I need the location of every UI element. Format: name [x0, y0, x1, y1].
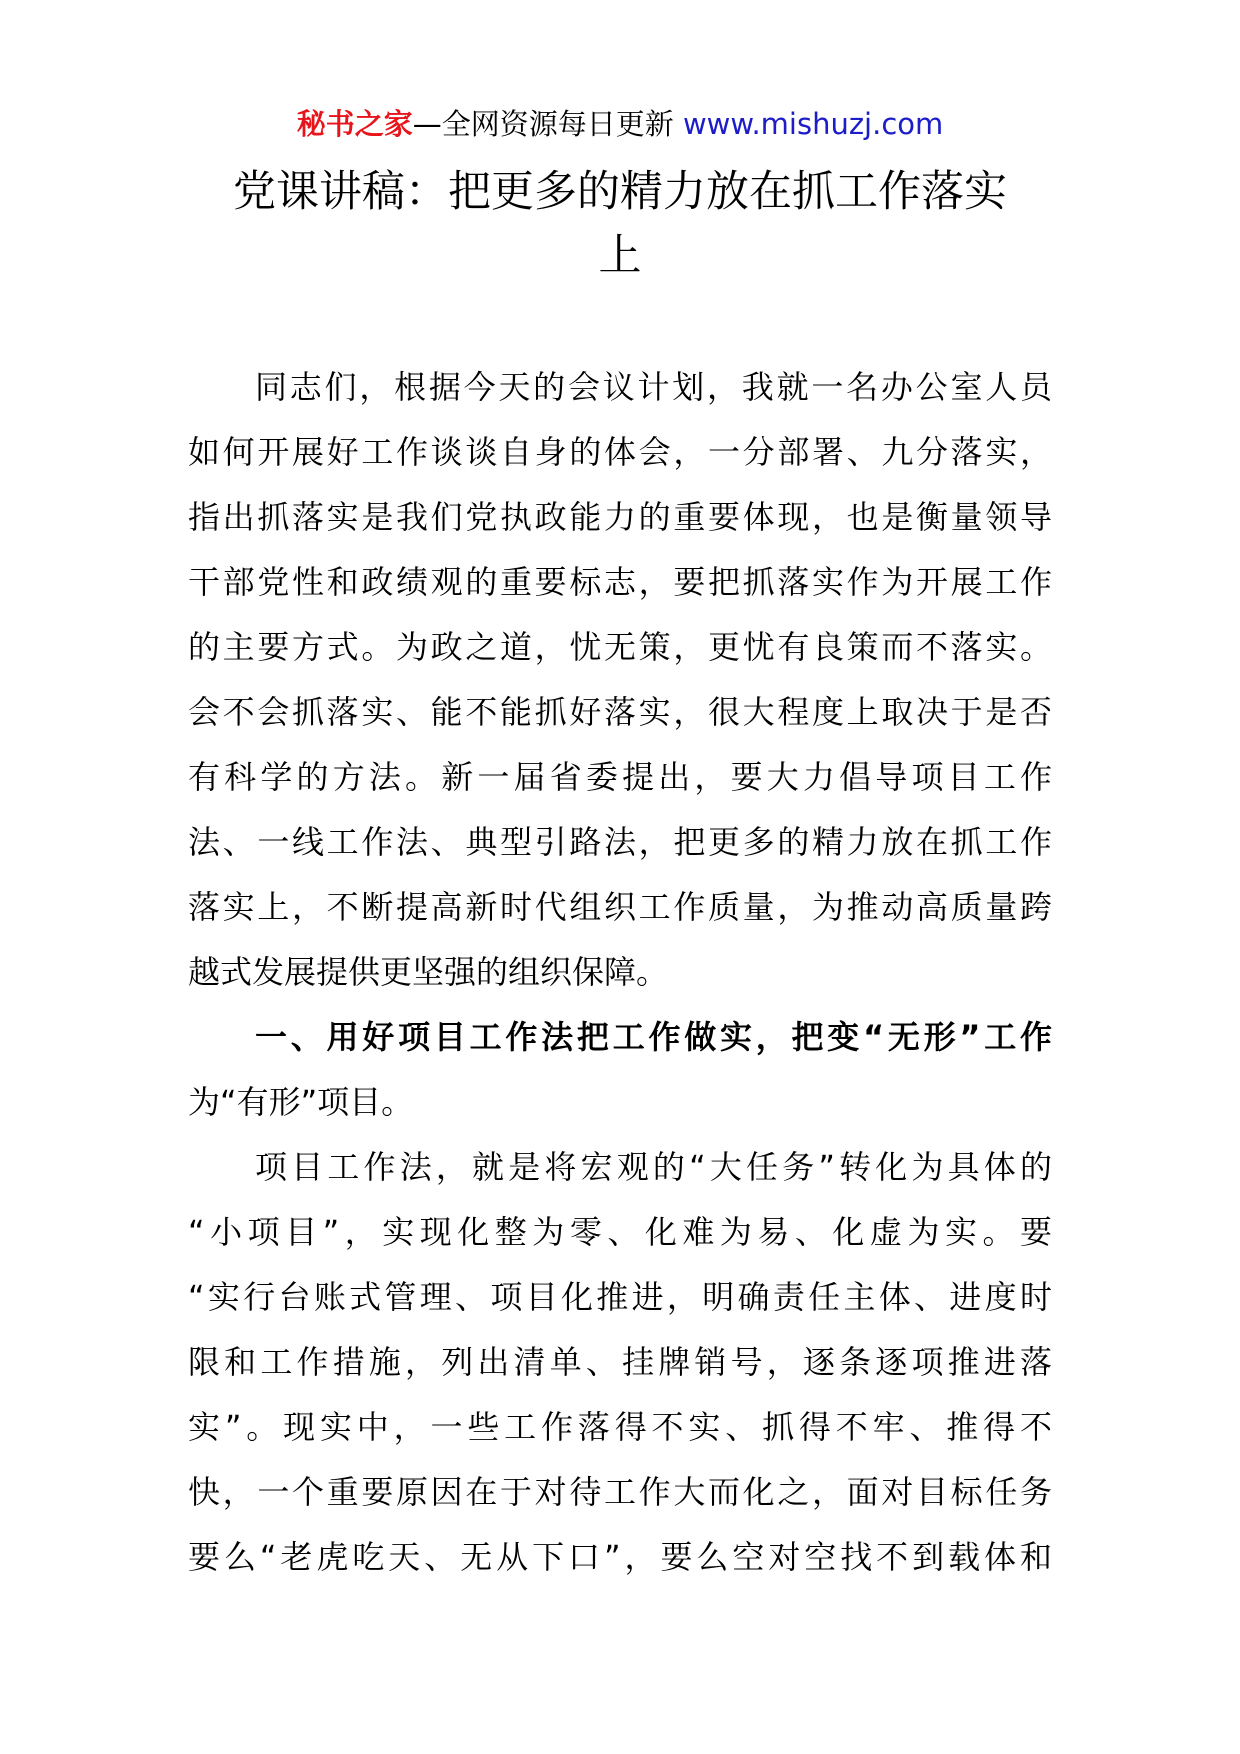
paragraph-line: 越式发展提供更坚强的组织保障。 — [188, 953, 669, 991]
site-url-link[interactable]: www.mishuzj.com — [682, 107, 944, 141]
paragraph-line: 有科学的方法。新一届省委提出，要大力倡导项目工作 — [188, 758, 1052, 796]
paragraph-line: 同志们，根据今天的会议计划，我就一名办公室人员 — [255, 368, 1052, 406]
paragraph-line: 干部党性和政绩观的重要标志，要把抓落实作为开展工作 — [188, 563, 1052, 601]
title-line: 党课讲稿：把更多的精力放在抓工作落实 — [233, 167, 1007, 217]
paragraph-line: “实行台账式管理、项目化推进，明确责任主体、进度时 — [188, 1278, 1052, 1316]
title-line: 上 — [598, 231, 642, 281]
paragraph-line: 如何开展好工作谈谈自身的体会，一分部署、九分落实， — [188, 433, 1052, 471]
section-heading-line: 为“有形”项目。 — [188, 1083, 414, 1121]
document-title — [190, 160, 1050, 288]
section-heading-line: 一、用好项目工作法把工作做实，把变“无形”工作 — [255, 1018, 1052, 1056]
paragraph-line: “小项目”，实现化整为零、化难为易、化虚为实。要 — [188, 1213, 1052, 1251]
paragraph-line: 指出抓落实是我们党执政能力的重要体现，也是衡量领导 — [188, 498, 1052, 536]
brand-name: 秘书之家 — [296, 107, 413, 141]
header-tagline: —全网资源每日更新 — [412, 107, 683, 141]
paragraph-line: 实”。现实中，一些工作落得不实、抓得不牢、推得不 — [188, 1408, 1052, 1446]
paragraph-line: 项目工作法，就是将宏观的“大任务”转化为具体的 — [255, 1148, 1052, 1186]
document-body — [188, 355, 1052, 1590]
paragraph-line: 落实上，不断提高新时代组织工作质量，为推动高质量跨 — [188, 888, 1052, 926]
paragraph-line: 的主要方式。为政之道，忧无策，更忧有良策而不落实。 — [188, 628, 1052, 666]
paragraph-line: 法、一线工作法、典型引路法，把更多的精力放在抓工作 — [188, 823, 1052, 861]
paragraph-line: 会不会抓落实、能不能抓好落实，很大程度上取决于是否 — [188, 693, 1052, 731]
paragraph-line: 限和工作措施，列出清单、挂牌销号，逐条逐项推进落 — [188, 1343, 1052, 1381]
paragraph-line: 要么“老虎吃天、无从下口”，要么空对空找不到载体和 — [188, 1538, 1052, 1576]
site-header — [0, 100, 1240, 148]
paragraph-line: 快，一个重要原因在于对待工作大而化之，面对目标任务 — [188, 1473, 1052, 1511]
